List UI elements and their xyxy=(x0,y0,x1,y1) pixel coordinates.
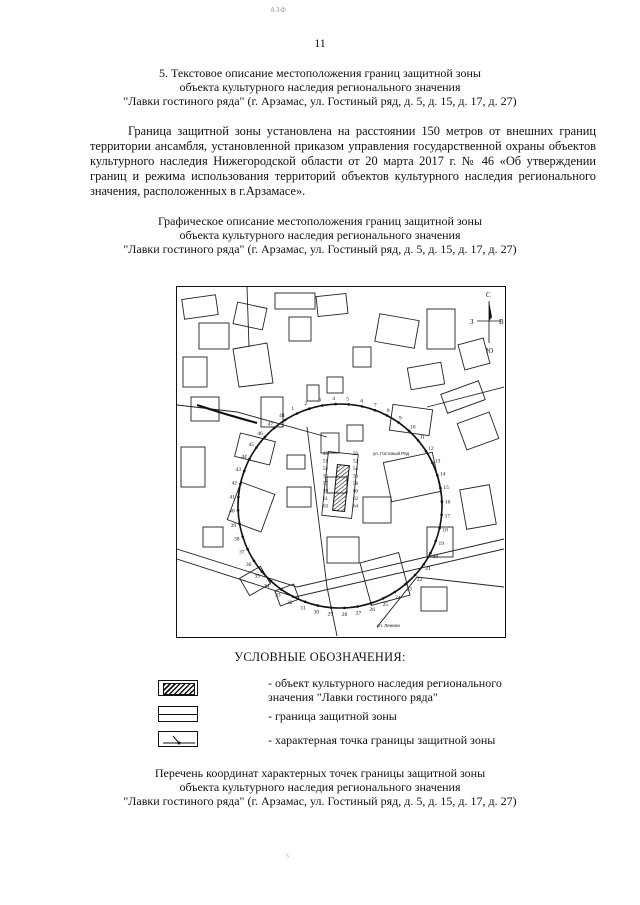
boundary-point-marker xyxy=(348,403,351,406)
boundary-segment xyxy=(197,405,257,423)
boundary-description xyxy=(90,124,596,199)
boundary-point-label: 48 xyxy=(279,412,285,419)
boundary-point-marker xyxy=(361,405,364,408)
section-title-line-1: 5. Текстовое описание местоположения границ защитной зоны xyxy=(159,66,481,80)
point-marker-icon xyxy=(159,732,199,748)
building-outlines xyxy=(177,287,504,636)
compass-north-label: С xyxy=(486,291,491,299)
footer-mark: 5 xyxy=(286,854,289,860)
compass-south-label: Ю xyxy=(486,347,494,355)
boundary-point-marker xyxy=(264,436,267,439)
object-point-label: 58 xyxy=(353,482,358,487)
boundary-point-label: 35 xyxy=(254,573,260,580)
boundary-point-marker xyxy=(343,607,346,610)
boundary-point-label: 30 xyxy=(313,609,320,616)
boundary-point-label: 19 xyxy=(438,540,444,547)
boundary-point-label: 38 xyxy=(234,536,240,543)
boundary-point-label: 21 xyxy=(425,565,431,572)
legend-title: УСЛОВНЫЕ ОБОЗНАЧЕНИЯ: xyxy=(234,650,406,664)
graphic-title-line-1: Графическое описание местоположения границ защитной зоны xyxy=(157,214,483,228)
map-drawing xyxy=(177,287,504,636)
boundary-point-marker xyxy=(239,483,242,486)
compass-east-label: В xyxy=(499,318,504,326)
boundary-point-marker xyxy=(374,409,377,412)
boundary-point-marker xyxy=(248,458,251,461)
boundary-point-label: 22 xyxy=(416,577,423,583)
boundary-point-label: 10 xyxy=(410,424,416,431)
object-point-label: 56 xyxy=(353,474,358,480)
object-point-label: 49 xyxy=(323,452,328,457)
boundary-point-label: 13 xyxy=(434,458,441,465)
boundary-point-marker xyxy=(431,462,434,465)
boundary-point-label: 27 xyxy=(355,610,362,617)
boundary-point-label: 46 xyxy=(257,431,263,437)
boundary-point-label: 34 xyxy=(264,583,270,590)
boundary-point-marker xyxy=(284,419,287,422)
object-point-label: 61 xyxy=(323,497,328,502)
boundary-point-marker xyxy=(440,514,443,517)
boundary-point-marker xyxy=(439,487,442,490)
boundary-point-label: 1 xyxy=(291,406,295,413)
legend-boundary-symbol xyxy=(158,706,198,722)
boundary-point-label: 25 xyxy=(382,601,389,608)
boundary-point-label: 39 xyxy=(230,522,237,529)
object-point-label: 50 xyxy=(353,452,358,457)
boundary-point-marker xyxy=(386,414,389,417)
boundary-point-marker xyxy=(425,450,428,453)
boundary-point-label: 37 xyxy=(239,549,245,556)
boundary-point-marker xyxy=(308,407,311,410)
section-title xyxy=(0,66,640,108)
compass-west-label: З xyxy=(470,318,474,326)
boundary-point-label: 17 xyxy=(444,513,451,520)
object-point-label: 53 xyxy=(323,467,328,472)
boundary-point-marker xyxy=(273,427,276,430)
boundary-point-marker xyxy=(441,500,444,503)
boundary-point-label: 36 xyxy=(245,562,252,568)
boundary-point-marker xyxy=(237,509,240,512)
street-label: ул. Ленина xyxy=(377,623,400,628)
boundary-point-label: 44 xyxy=(241,454,247,461)
boundary-point-marker xyxy=(317,604,320,607)
coordinates-title xyxy=(0,766,640,808)
boundary-description-text: Граница защитной зоны установлена на расстоянии 150 метров от внешних границ территории ансамбля, установленной приказом управления государственной охраны объектов культурного наследия Нижегородской области от 20 марта 2017 г. № 46 «Об утверждении границ и режима использования территорий объектов культурного наследия регионального значения, расположенных в г.Арзамасе». xyxy=(90,124,596,198)
boundary-point-label: 47 xyxy=(267,421,274,428)
boundary-point-label: 20 xyxy=(432,553,439,560)
boundary-point-label: 4 xyxy=(332,396,336,403)
boundary-point-marker xyxy=(356,605,359,608)
object-point-label: 60 xyxy=(353,489,358,495)
boundary-point-marker xyxy=(321,404,324,407)
legend-object-text xyxy=(268,676,538,704)
boundary-point-marker xyxy=(246,548,249,551)
boundary-point-label: 3 xyxy=(318,397,321,404)
zone-map xyxy=(176,286,506,638)
boundary-point-marker xyxy=(270,580,273,583)
compass xyxy=(470,291,504,355)
boundary-point-marker xyxy=(435,540,438,543)
boundary-point-marker xyxy=(334,403,337,406)
boundary-point-marker xyxy=(436,474,439,477)
boundary-point-label: 2 xyxy=(304,401,308,407)
boundary-point-label: 33 xyxy=(275,592,281,599)
boundary-point-label: 7 xyxy=(373,402,377,409)
boundary-point-marker xyxy=(404,583,407,586)
boundary-point-marker xyxy=(414,574,417,577)
boundary-point-marker xyxy=(304,601,307,604)
boundary-point-label: 26 xyxy=(369,607,375,613)
boundary-point-marker xyxy=(292,595,295,598)
boundary-point-label: 12 xyxy=(428,446,434,452)
object-point-label: 55 xyxy=(323,474,328,480)
archive-stamp: АЗФ xyxy=(270,6,287,14)
boundary-point-marker xyxy=(253,560,256,563)
graphic-title-line-3: "Лавки гостиного ряда" (г. Арзамас, ул. Гостиный ряд, д. 5, д. 15, д. 17, д. 27) xyxy=(123,242,517,256)
object-point-label: 51 xyxy=(323,459,328,465)
boundary-point-label: 18 xyxy=(442,527,448,534)
object-point-label: 54 xyxy=(353,467,358,472)
legend-boundary-text: - граница защитной зоны xyxy=(268,709,397,723)
boundary-point-marker xyxy=(369,602,372,605)
legend-point-text: - характерная точка границы защитной зоны xyxy=(268,733,496,747)
boundary-point-marker xyxy=(237,496,240,499)
boundary-point-label: 28 xyxy=(341,611,348,618)
coords-title-line-3: "Лавки гостиного ряда" (г. Арзамас, ул. Гостиный ряд, д. 5, д. 15, д. 17, д. 27) xyxy=(123,794,517,808)
boundary-point-label: 11 xyxy=(419,434,425,441)
graphic-description-title xyxy=(0,214,640,256)
boundary-point-marker xyxy=(243,470,246,473)
boundary-point-label: 14 xyxy=(440,471,446,478)
boundary-point-marker xyxy=(238,522,241,525)
boundary-point-label: 29 xyxy=(327,611,334,618)
legend-point-symbol xyxy=(158,731,198,747)
section-title-line-2: объекта культурного наследия регионального значения xyxy=(179,80,461,94)
legend-object-symbol xyxy=(158,680,198,696)
boundary-point-marker xyxy=(382,597,385,600)
boundary-point-label: 41 xyxy=(229,494,235,501)
boundary-point-label: 24 xyxy=(395,595,401,602)
boundary-point-marker xyxy=(330,606,333,609)
boundary-point-marker xyxy=(280,588,283,591)
boundary-point-label: 40 xyxy=(229,508,235,515)
street-label: ул. Гостиный Ряд xyxy=(373,451,410,456)
coords-title-line-2: объекта культурного наследия регионального значения xyxy=(179,780,461,794)
boundary-point-label: 15 xyxy=(443,485,449,492)
section-title-line-3: "Лавки гостиного ряда" (г. Арзамас, ул. Гостиный ряд, д. 5, д. 15, д. 17, д. 27) xyxy=(123,94,517,108)
boundary-point-label: 32 xyxy=(287,599,293,606)
boundary-point-label: 9 xyxy=(398,415,402,422)
page-number: 11 xyxy=(314,36,326,50)
object-point-label: 64 xyxy=(353,504,358,510)
graphic-title-line-2: объекта культурного наследия регионального значения xyxy=(179,228,461,242)
boundary-point-label: 45 xyxy=(248,442,254,449)
boundary-point-label: 42 xyxy=(231,480,238,487)
object-point-label: 52 xyxy=(353,459,358,465)
boundary-point-marker xyxy=(261,570,264,573)
boundary-point-marker xyxy=(438,527,441,530)
object-point-label: 57 xyxy=(323,482,328,487)
boundary-point-label: 43 xyxy=(235,467,241,474)
boundary-point-label: 16 xyxy=(444,499,451,506)
boundary-point-label: 23 xyxy=(406,586,412,593)
object-point-label: 62 xyxy=(353,497,358,502)
boundary-point-marker xyxy=(422,563,425,566)
legend-object-line-1: - объект культурного наследия регионального значения "Лавки гостиного ряда" xyxy=(268,676,502,704)
object-point-label: 59 xyxy=(323,489,328,495)
boundary-point-marker xyxy=(429,552,432,555)
boundary-point-marker xyxy=(241,535,244,538)
boundary-point-label: 31 xyxy=(300,605,306,612)
boundary-point-marker xyxy=(255,446,258,449)
boundary-point-marker xyxy=(394,591,397,594)
boundary-point-label: 5 xyxy=(346,396,350,403)
object-point-label: 63 xyxy=(323,504,328,510)
boundary-point-label: 6 xyxy=(360,398,364,405)
boundary-point-label: 8 xyxy=(386,408,390,415)
boundary-point-marker xyxy=(296,412,299,415)
coords-title-line-1: Перечень координат характерных точек границы защитной зоны xyxy=(154,766,486,780)
